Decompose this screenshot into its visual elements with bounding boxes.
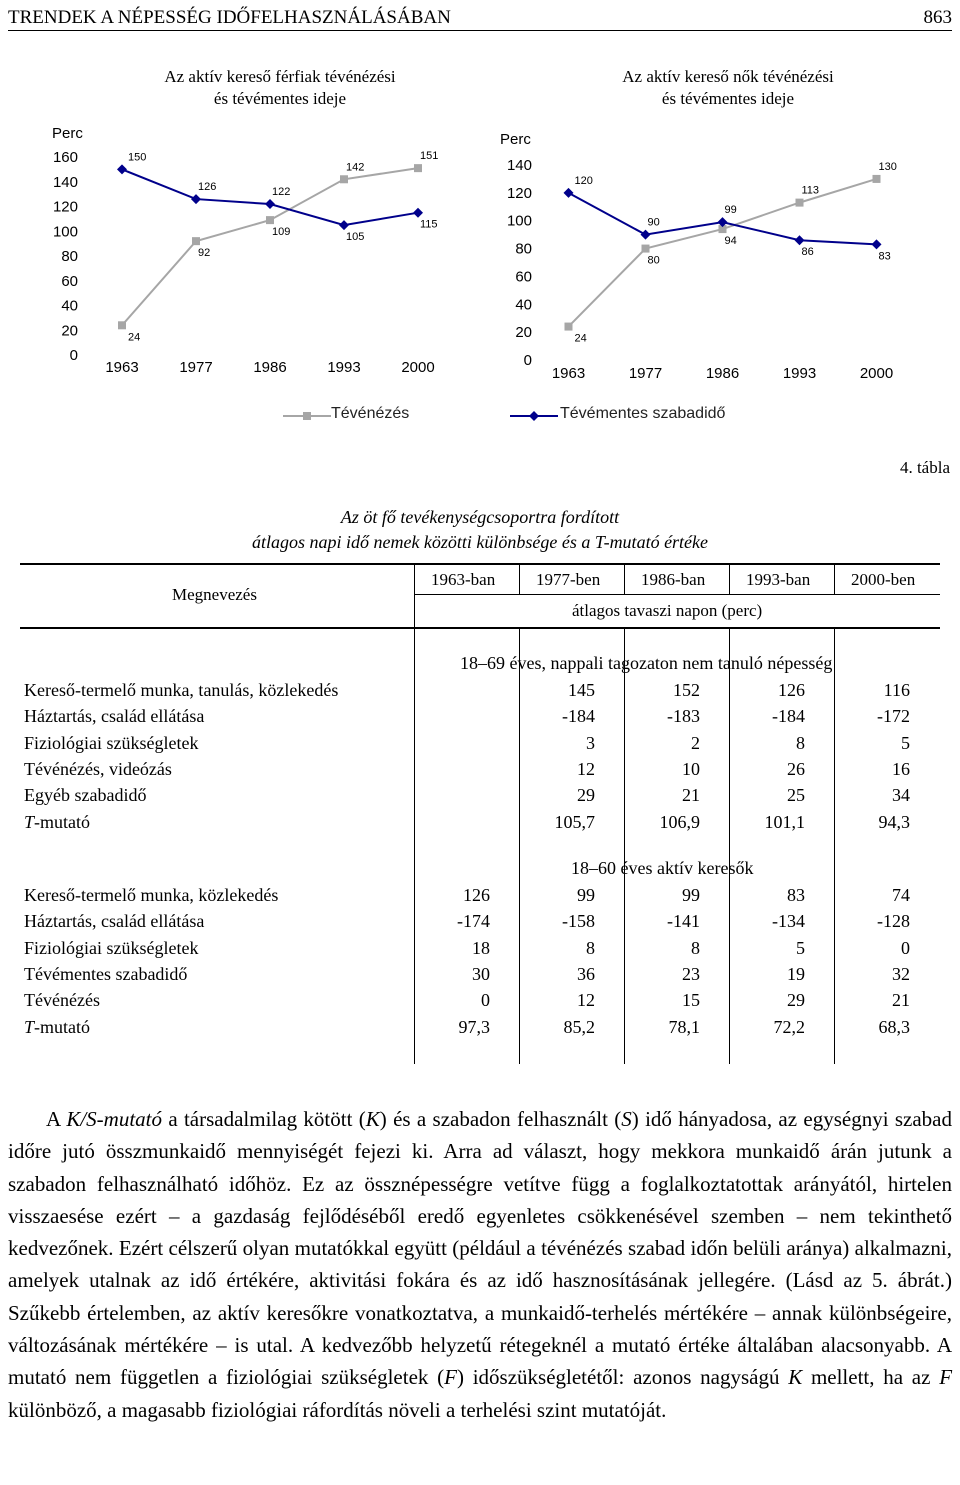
table-cell: 32 [892, 963, 910, 984]
table-caption [0, 505, 960, 555]
chart-1-data-label: 115 [420, 218, 438, 231]
chart-2-data-label: 113 [801, 184, 820, 197]
row-label-italic: T [24, 1016, 35, 1037]
chart-1-data-label: 109 [272, 226, 291, 239]
table-cell: -128 [877, 911, 910, 932]
table-cell: 126 [778, 680, 805, 700]
table-cell: 15 [682, 990, 700, 1011]
table-cell: 101,1 [764, 811, 805, 832]
chart-1-title-line2: és tévémentes ideje [213, 89, 347, 108]
body-italic-symbol: S [621, 1107, 632, 1131]
chart-1-xtick: 1986 [253, 359, 287, 376]
body-text-run: ) idő hányadosa, az egységnyi szabad időre jutó összmunkaidő mennyiségét fejezi ki. Arra ad választ, hogy mekkora munkaidő árán jutunk a szabadon felhasználható időhöz. Ez az össznépességre vetítve függ a foglalkoztatottak arányától, hirtelen visszaesése ezért – a gazdaság fejlődéséből eredő egyenletes csökkenésével szemben – nem tekinthető kedvezőnek. Ezért célszerű olyan mutatókkal együtt (például a tévénézés szabad időn belüli aránya) alkalmazni, amelyek utalnak az idő értékére, aktivitási fokára és az idő hasznosításának jellegére. (Lásd az 5. ábrát.) Szűkebb értelemben, az aktív keresőkre vonatkoztatva, a munkaidő-terhelés mértékére – annak különbségeire, változásának mértékére – is utal. A kedvezőbb helyzetű rétegeknél a mutató értéke általában alacsonyabb. A mutató nem független a fiziológiai szükségletek ( [8, 1107, 952, 1390]
table-cell: 83 [787, 885, 805, 905]
chart-1-point-free [339, 220, 349, 230]
chart-2-series-tv-line [569, 179, 877, 327]
table-cell: 152 [673, 680, 700, 700]
body-italic-symbol: K [365, 1107, 380, 1131]
chart-1-point-free [117, 164, 127, 174]
table-cell: 5 [796, 937, 805, 958]
body-text-run: a társadalmilag kötött ( [162, 1107, 366, 1131]
chart-1-data-label: 105 [346, 231, 365, 244]
chart-2-point-tv [642, 245, 650, 253]
chart-legend [0, 405, 960, 435]
legend-tv-marker [283, 409, 331, 423]
chart-1-data-label: 150 [128, 151, 147, 164]
table-cell: -172 [877, 706, 910, 727]
row-label: Fiziológiai szükségletek [24, 732, 199, 753]
table-col-rule-4 [834, 563, 835, 595]
chart-1-data-label: 24 [128, 331, 141, 344]
table-cell: 8 [691, 937, 700, 958]
row-label: Tévénézés [24, 990, 100, 1011]
body-italic-symbol: F [444, 1365, 457, 1390]
chart-1-point-tv [118, 321, 126, 329]
row-label: Tévémentes szabadidő [24, 963, 188, 984]
chart-1-xtick: 1993 [327, 359, 361, 376]
table-cell: 21 [892, 990, 910, 1011]
chart-2-xtick: 1993 [782, 365, 817, 382]
table-cell: -184 [562, 706, 595, 727]
table-cell: 18 [472, 937, 490, 958]
table-cell: 78,1 [668, 1016, 700, 1037]
legend-tv-label: Tévénézés [331, 405, 410, 422]
chart-2-xtick: 1986 [705, 365, 740, 382]
chart-1-ytick: 100 [52, 223, 78, 241]
table-cell: -134 [772, 911, 805, 932]
chart-2-point-free [641, 230, 651, 240]
chart-2-point-tv [565, 323, 573, 331]
body-text-run: mellett, ha az [802, 1365, 940, 1390]
row-label-rest: -mutató [34, 811, 91, 832]
chart-2-ytick: 120 [506, 184, 532, 202]
col-year-2000: 2000-ben [851, 570, 916, 589]
chart-2-data-label: 130 [878, 160, 897, 173]
chart-2-xtick: 2000 [859, 365, 894, 382]
table-cell: 3 [586, 732, 595, 753]
chart-1-xtick: 1963 [105, 359, 139, 376]
table-cell: 126 [463, 885, 490, 905]
col-header-label: Megnevezés [172, 585, 257, 604]
row-label [24, 812, 90, 833]
chart-1-ytick: 140 [52, 173, 78, 191]
col-unit: átlagos tavaszi napon (perc) [572, 601, 763, 620]
table-cell: 34 [892, 785, 910, 806]
chart-2-ytick: 100 [506, 212, 532, 230]
table-cell: 0 [481, 990, 490, 1011]
table-col-rule-2 [624, 563, 625, 595]
table-number: 4. tábla [899, 458, 950, 477]
chart-2-ytick: 20 [515, 324, 532, 342]
section-title: 18–60 éves aktív keresők [571, 858, 754, 878]
body-italic-symbol: K [788, 1365, 803, 1390]
row-label: Kereső-termelő munka, közlekedés [24, 885, 279, 905]
chart-1-point-tv [266, 216, 274, 224]
body-paragraph [8, 1103, 952, 1426]
table-cell: 105,7 [554, 811, 595, 832]
table-cell: 106,9 [659, 811, 700, 832]
table-caption-line2: átlagos napi idő nemek közötti különbsége és a T-mutató értéke [251, 532, 709, 552]
row-label: Háztartás, család ellátása [24, 706, 205, 727]
col-year-1993: 1993-ban [746, 570, 811, 589]
table-cell: 29 [577, 785, 595, 806]
chart-2-title-line2: és tévémentes ideje [661, 89, 795, 108]
chart-2-data-label: 94 [724, 235, 737, 248]
chart-2-xtick: 1977 [628, 365, 663, 382]
table-cell: 36 [577, 963, 595, 984]
body-text-run: ) és a szabadon felhasznált ( [379, 1107, 622, 1131]
table-cell: 85,2 [563, 1016, 595, 1037]
body-text-run: különböző, a magasabb fiziológiai ráfordítás növeli a terhelési szint mutatóját. [8, 1397, 667, 1422]
chart-2-title-line1: Az aktív kereső nők tévénézési [622, 67, 834, 86]
chart-2-data-label: 120 [574, 174, 593, 187]
chart-2-ytick: 40 [515, 296, 532, 314]
col-year-1977: 1977-ben [536, 570, 601, 589]
chart-2-ytick: 80 [515, 240, 532, 258]
chart-2-point-free [795, 235, 805, 245]
chart-1-data-label: 126 [198, 181, 217, 194]
chart-1-ytick: 160 [52, 149, 78, 166]
table-top-rule [20, 563, 940, 565]
chart-2-data-label: 86 [801, 246, 814, 259]
table-cell: 2 [691, 732, 700, 753]
chart-1-point-free [265, 199, 275, 209]
chart-1-point-tv [340, 175, 348, 183]
section-title: 18–69 éves, nappali tagozaton nem tanuló népesség [460, 653, 833, 673]
table-col-rule-0 [414, 563, 415, 628]
chart-1-data-label: 151 [420, 150, 439, 163]
row-label: Fiziológiai szükségletek [24, 937, 199, 958]
table-cell: -183 [667, 706, 700, 727]
chart-2-women [480, 110, 950, 400]
table-cell: -141 [667, 911, 700, 932]
row-label: Kereső-termelő munka, tanulás, közlekedés [24, 680, 339, 700]
table-cell: 26 [787, 758, 805, 779]
chart-1-ytick: 80 [61, 248, 78, 265]
table-cell: 16 [892, 758, 910, 779]
table-cell: 72,2 [773, 1016, 805, 1037]
running-title: TRENDEK A NÉPESSÉG IDŐFELHASZNÁLÁSÁBAN [8, 7, 451, 28]
table-cell: 8 [796, 732, 805, 753]
chart-2-data-label: 24 [574, 332, 587, 345]
legend-free-marker [510, 409, 558, 423]
chart-1-ytick: 20 [61, 322, 78, 340]
table-cell: 0 [901, 937, 910, 958]
body-italic-symbol: F [939, 1365, 953, 1390]
body-text-run: ) időszükségletétől: azonos nagyságú [456, 1365, 789, 1390]
chart-1-ytick: 120 [52, 198, 78, 216]
table-col-rule-1 [519, 563, 520, 595]
chart-2-xtick: 1963 [551, 365, 586, 382]
table-cell: 116 [883, 680, 910, 700]
chart-1-data-label: 142 [346, 161, 365, 174]
table-cell: -174 [457, 911, 490, 932]
table-cell: 99 [682, 885, 700, 905]
table-cell: 21 [682, 785, 700, 806]
chart-1-title [80, 66, 480, 110]
table-cell: 10 [682, 758, 700, 779]
table-cell: 5 [901, 732, 910, 753]
table-cell: 23 [682, 963, 700, 984]
row-label: Háztartás, család ellátása [24, 911, 205, 932]
chart-1-point-free [191, 194, 201, 204]
chart-2-title [528, 66, 928, 110]
table-subheader-rule [415, 594, 940, 595]
chart-2-point-free [564, 188, 574, 198]
chart-2-data-label: 99 [724, 204, 737, 217]
page-number: 863 [923, 7, 952, 28]
row-label-italic: T [24, 811, 35, 832]
chart-1-point-free [413, 208, 423, 218]
table-cell: 99 [577, 885, 595, 905]
chart-2-ytick: 60 [515, 268, 532, 286]
chart-2-data-label: 83 [878, 250, 891, 263]
table-caption-line1: Az öt fő tevékenységcsoportra fordított [340, 507, 620, 527]
chart-1-ytick: 40 [61, 297, 78, 315]
chart-1-ytick: 0 [69, 347, 78, 364]
chart-1-ylabel: Perc [52, 125, 83, 142]
table-cell: 68,3 [878, 1016, 910, 1037]
table-cell: 12 [577, 990, 595, 1011]
table-header-rule [20, 627, 940, 629]
chart-1-xtick: 2000 [401, 359, 435, 376]
chart-1-ytick: 60 [61, 272, 78, 290]
table-cell: -158 [562, 911, 595, 932]
table-cell: 97,3 [458, 1016, 490, 1037]
table-cell: 94,3 [878, 811, 910, 832]
table-cell: 8 [586, 937, 595, 958]
legend-free-label: Tévémentes szabadidő [560, 405, 726, 422]
chart-1-point-tv [192, 237, 200, 245]
table-cell: 30 [472, 963, 490, 984]
row-label [24, 1017, 90, 1038]
chart-2-ylabel: Perc [500, 131, 531, 148]
chart-1-series-tv-line [122, 168, 418, 325]
chart-1-title-line1: Az aktív kereső férfiak tévénézési [164, 67, 396, 86]
chart-2-ytick: 0 [523, 352, 532, 369]
table-cell: 74 [892, 885, 910, 905]
chart-1-xtick: 1977 [179, 359, 213, 376]
table-cell: 25 [787, 785, 805, 806]
col-year-1963: 1963-ban [431, 570, 496, 589]
body-text-run: A [46, 1107, 67, 1131]
table-cell: 19 [787, 963, 805, 984]
chart-2-point-tv [873, 175, 881, 183]
table-cell: 145 [568, 680, 595, 700]
chart-2-data-label: 90 [647, 216, 660, 229]
table-cell: -184 [772, 706, 805, 727]
page-header [8, 4, 952, 31]
chart-2-point-free [872, 239, 882, 249]
chart-2-point-tv [796, 199, 804, 207]
body-italic-term: K/S-mutató [66, 1107, 162, 1131]
chart-2-ytick: 140 [506, 157, 532, 174]
chart-1-data-label: 92 [198, 247, 211, 260]
chart-1-point-tv [414, 164, 422, 172]
table-col-rule-3 [729, 563, 730, 595]
chart-1-men [0, 110, 480, 400]
row-label-rest: -mutató [34, 1016, 91, 1037]
col-year-1986: 1986-ban [641, 570, 706, 589]
table-cell: 12 [577, 758, 595, 779]
table-cell: 29 [787, 990, 805, 1011]
chart-1-data-label: 122 [272, 186, 291, 199]
row-label: Tévénézés, videózás [24, 758, 172, 779]
chart-2-data-label: 80 [647, 254, 660, 267]
row-label: Egyéb szabadidő [24, 785, 147, 806]
